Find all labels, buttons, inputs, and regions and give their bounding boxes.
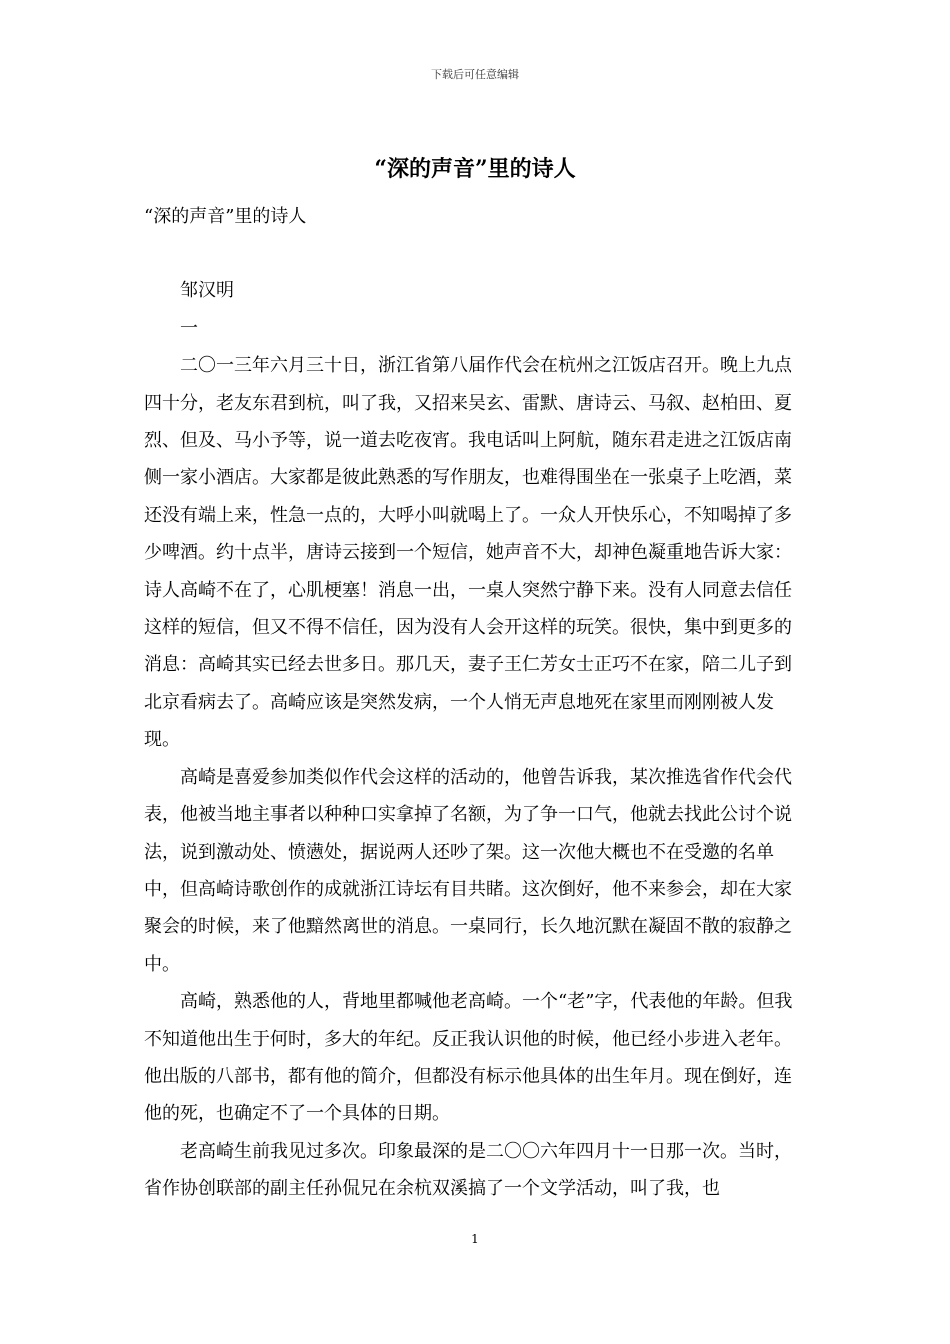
page-number: 1 [471,1232,479,1246]
author-name: 邹汉明 [180,280,234,302]
document-title: “深的声音”里的诗人 [374,156,576,182]
section-number: 一 [180,317,198,339]
document-body [144,198,808,1208]
header-note: 下载后可任意编辑 [431,68,519,81]
document-subtitle: “深的声音”里的诗人 [144,206,307,227]
paragraph: 高崎，熟悉他的人，背地里都喊他老高崎。一个“老”字，代表他的年龄。但我不知道他出生于何时，多大的年纪。反正我认识他的时候，他已经小步进入老年。他出版的八部书，都有他的简介，但都没有标示他具体的出生年月。现在倒好，连他的死，也确定不了一个具体的日期。 [144,991,793,1125]
paragraph: 老高崎生前我见过多次。印象最深的是二〇〇六年四月十一日那一次。当时，省作协创联部的副主任孙侃兄在余杭双溪搞了一个文学活动，叫了我，也 [144,1140,792,1200]
paragraph: 二〇一三年六月三十日，浙江省第八届作代会在杭州之江饭店召开。晚上九点四十分，老友东君到杭，叫了我，又招来吴玄、雷默、唐诗云、马叙、赵柏田、夏烈、但及、马小予等，说一道去吃夜宵。我电话叫上阿航，随东君走进之江饭店南侧一家小酒店。大家都是彼此熟悉的写作朋友，也难得围坐在一张桌子上吃酒，菜还没有端上来，性急一点的，大呼小叫就喝上了。一众人开快乐心，不知喝掉了多少啤酒。约十点半，唐诗云接到一个短信，她声音不大，却神色凝重地告诉大家：诗人高崎不在了，心肌梗塞！消息一出，一桌人突然宁静下来。没有人同意去信任这样的短信，但又不得不信任，因为没有人会开这样的玩笑。很快，集中到更多的消息：高崎其实已经去世多日。那几天，妻子王仁芳女士正巧不在家，陪二儿子到北京看病去了。高崎应该是突然发病，一个人悄无声息地死在家里而刚刚被人发现。 [144,355,792,751]
paragraph: 高崎是喜爱参加类似作代会这样的活动的，他曾告诉我，某次推选省作代会代表，他被当地主事者以种种口实拿掉了名额，为了争一口气，他就去找此公讨个说法，说到激动处、愤懑处，据说两人还吵了架。这一次他大概也不在受邀的名单中，但高崎诗歌创作的成就浙江诗坛有目共睹。这次倒好，他不来参会，却在大家聚会的时候，来了他黯然离世的消息。一桌同行，长久地沉默在凝固不散的寂静之中。 [144,766,792,975]
